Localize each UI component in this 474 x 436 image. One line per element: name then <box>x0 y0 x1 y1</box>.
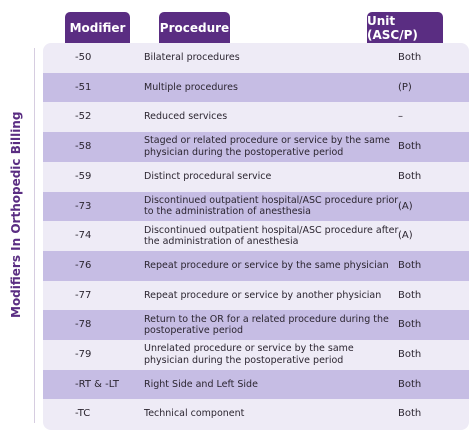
header-modifier: Modifier <box>65 12 130 44</box>
procedure-cell: Discontinued outpatient hospital/ASC procedure prior to the administration of anesthesia <box>144 194 399 218</box>
procedure-cell: Bilateral procedures <box>144 52 240 64</box>
unit-cell: (A) <box>398 230 413 242</box>
modifier-cell: -58 <box>75 141 92 153</box>
modifier-cell: -RT & -LT <box>75 378 120 390</box>
header-unit: Unit (ASC/P) <box>367 12 443 44</box>
table-row <box>43 310 469 340</box>
modifier-cell: -TC <box>75 408 91 420</box>
modifier-cell: -73 <box>75 200 92 212</box>
unit-cell: Both <box>398 141 422 153</box>
unit-cell: Both <box>398 349 422 361</box>
side-divider <box>34 48 35 423</box>
modifier-cell: -59 <box>75 170 92 182</box>
unit-cell: (A) <box>398 200 413 212</box>
modifier-cell: -77 <box>75 289 92 301</box>
unit-cell: (P) <box>398 81 412 93</box>
unit-cell: Both <box>398 408 422 420</box>
procedure-cell: Distinct procedural service <box>144 170 272 182</box>
table-row <box>43 43 469 73</box>
table-row <box>43 370 469 400</box>
side-title: Modifiers In Orthopedic Billing <box>9 111 23 318</box>
table-row <box>43 162 469 192</box>
table-row <box>43 102 469 132</box>
procedure-cell: Technical component <box>144 408 245 420</box>
unit-cell: Both <box>398 170 422 182</box>
modifier-table <box>43 43 469 430</box>
procedure-cell: Multiple procedures <box>144 81 238 93</box>
table-row <box>43 192 469 222</box>
unit-cell: Both <box>398 52 422 64</box>
modifier-cell: -78 <box>75 319 92 331</box>
procedure-cell: Right Side and Left Side <box>144 378 258 390</box>
procedure-cell: Reduced services <box>144 111 228 123</box>
table-row <box>43 340 469 370</box>
table-row <box>43 132 469 162</box>
table-row <box>43 281 469 311</box>
procedure-cell: Unrelated procedure or service by the same physician during the postoperative period <box>144 343 354 366</box>
unit-cell: – <box>398 111 403 123</box>
procedure-cell: Repeat procedure or service by another physician <box>144 289 382 301</box>
modifier-cell: -50 <box>75 52 92 64</box>
table-row <box>43 73 469 103</box>
procedure-cell: Repeat procedure or service by the same physician <box>144 259 389 271</box>
modifier-cell: -52 <box>75 111 92 123</box>
table-row <box>43 399 469 429</box>
procedure-cell: Discontinued outpatient hospital/ASC procedure after the administration of anesthesia <box>144 224 399 248</box>
unit-cell: Both <box>398 319 422 331</box>
procedure-cell: Return to the OR for a related procedure during the postoperative period <box>144 313 389 337</box>
modifier-cell: -51 <box>75 81 92 93</box>
procedure-cell: Staged or related procedure or service by the same physician during the postoperative period <box>144 135 391 158</box>
unit-cell: Both <box>398 289 422 301</box>
modifier-cell: -76 <box>75 259 92 271</box>
modifier-cell: -74 <box>75 230 92 242</box>
header-procedure: Procedure <box>159 12 230 44</box>
modifier-cell: -79 <box>75 349 92 361</box>
unit-cell: Both <box>398 259 422 271</box>
unit-cell: Both <box>398 378 422 390</box>
table-row <box>43 221 469 251</box>
table-row <box>43 251 469 281</box>
